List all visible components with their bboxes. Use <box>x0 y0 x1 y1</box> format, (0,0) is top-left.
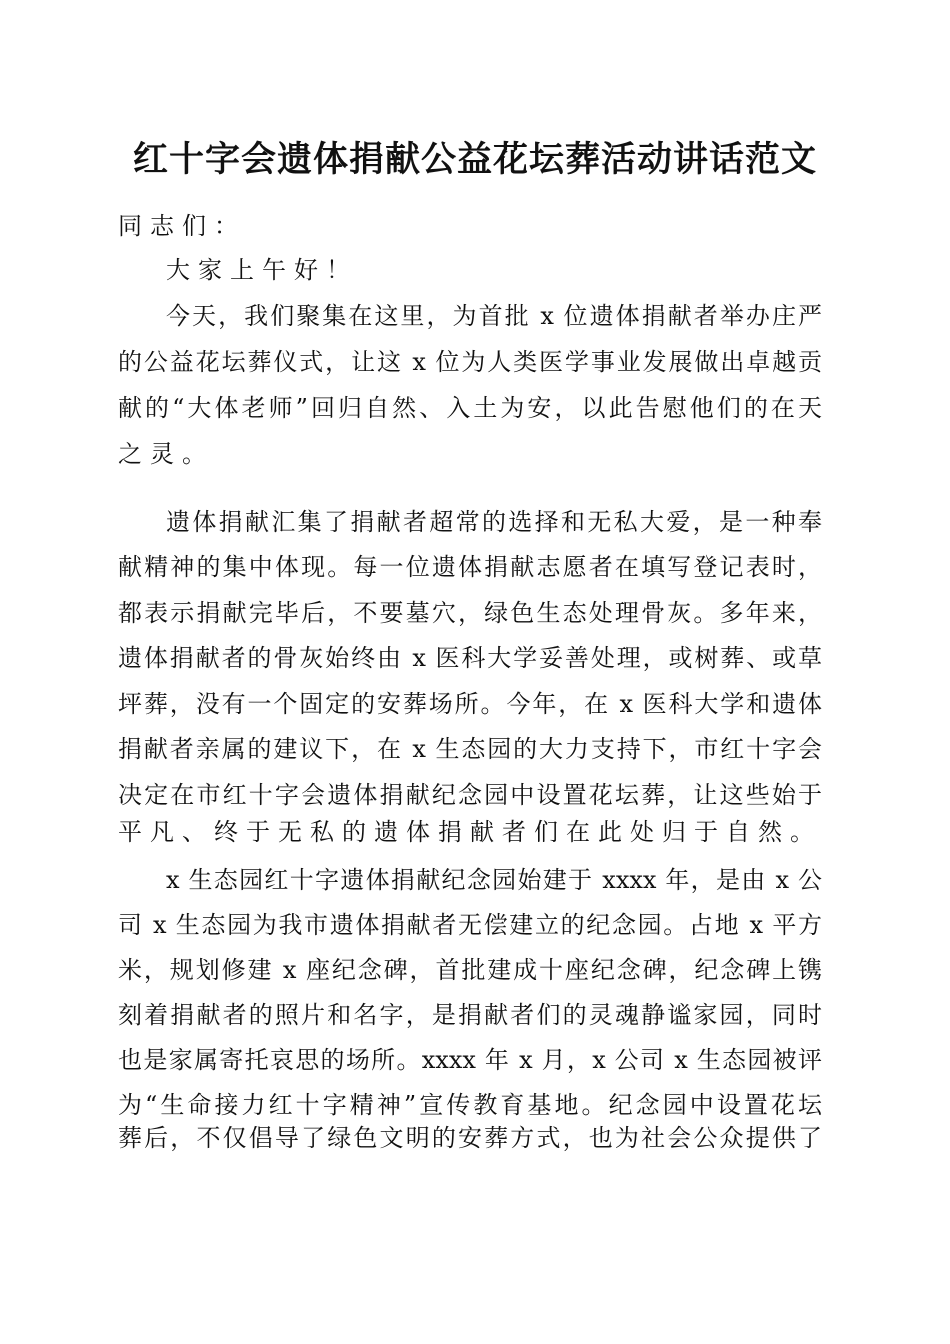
text-line: x 生态园红十字遗体捐献纪念园始建于 xxxx 年，是由 x 公 <box>166 866 822 894</box>
text-line: 遗体捐献者的骨灰始终由 x 医科大学妥善处理，或树葬、或草 <box>118 644 822 672</box>
greeting: 大家上午好！ <box>166 256 358 284</box>
text-line: 的公益花坛葬仪式，让这 x 位为人类医学事业发展做出卓越贡 <box>118 348 822 376</box>
text-line: 之灵。 <box>118 440 214 468</box>
text-line: 司 x 生态园为我市遗体捐献者无偿建立的纪念园。占地 x 平方 <box>118 911 822 939</box>
text-line: 葬后，不仅倡导了绿色文明的安葬方式，也为社会公众提供了 <box>118 1124 822 1152</box>
text-line: 为“生命接力红十字精神”宣传教育基地。纪念园中设置花坛 <box>118 1091 822 1119</box>
text-line: 刻着捐献者的照片和名字，是捐献者们的灵魂静谧家园，同时 <box>118 1001 822 1029</box>
text-line: 决定在市红十字会遗体捐献纪念园中设置花坛葬，让这些始于 <box>118 781 822 809</box>
salutation: 同志们： <box>118 212 246 240</box>
document-title: 红十字会遗体捐献公益花坛葬活动讲话范文 <box>132 139 817 180</box>
text-line: 也是家属寄托哀思的场所。xxxx 年 x 月，x 公司 x 生态园被评 <box>118 1046 822 1074</box>
text-line: 坪葬，没有一个固定的安葬场所。今年，在 x 医科大学和遗体 <box>118 690 822 718</box>
text-line: 献的“大体老师”回归自然、入土为安，以此告慰他们的在天 <box>118 394 822 422</box>
text-line: 捐献者亲属的建议下，在 x 生态园的大力支持下，市红十字会 <box>118 735 822 763</box>
text-line: 米，规划修建 x 座纪念碑，首批建成十座纪念碑，纪念碑上镌 <box>118 956 822 984</box>
text-line: 都表示捐献完毕后，不要墓穴，绿色生态处理骨灰。多年来， <box>118 599 822 627</box>
text-line: 今天，我们聚集在这里，为首批 x 位遗体捐献者举办庄严 <box>166 302 822 330</box>
text-line: 遗体捐献汇集了捐献者超常的选择和无私大爱，是一种奉 <box>166 508 822 536</box>
text-line: 献精神的集中体现。每一位遗体捐献志愿者在填写登记表时， <box>118 553 822 581</box>
text-line: 平凡、终于无私的遗体捐献者们在此处归于自然。 <box>118 818 822 846</box>
